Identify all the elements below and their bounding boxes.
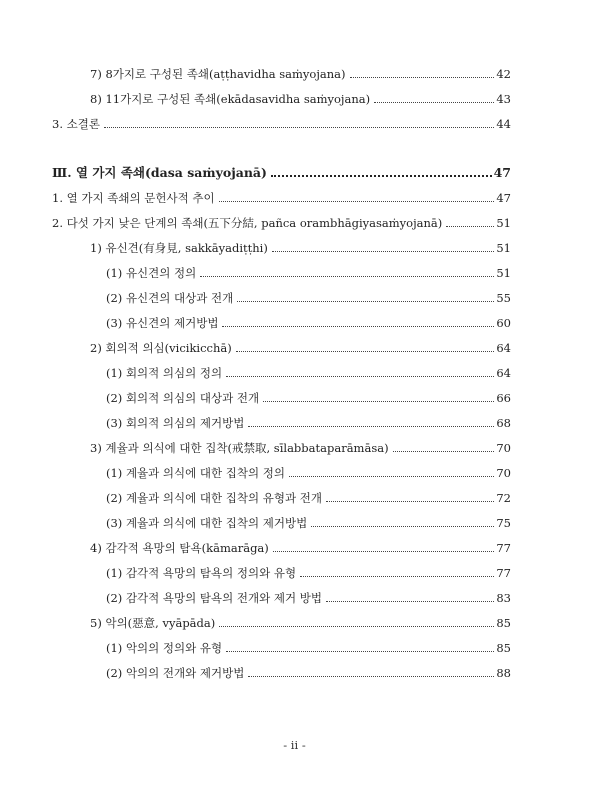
toc-entry-page: 44 [496,117,511,131]
toc-entry [106,311,511,331]
toc-entry [90,336,511,356]
toc-entry-title: (1) 계율과 의식에 대한 집착의 정의 [106,466,285,480]
toc-entry-page: 60 [496,316,511,330]
toc-entry-title: 1. 열 가지 족쇄의 문헌사적 추이 [52,191,215,205]
toc-entry [52,186,511,206]
toc-entry-page: 47 [496,191,511,205]
toc-entry-page: 68 [496,416,511,430]
toc-entry-title: (3) 회의적 의심의 제거방법 [106,416,245,430]
dot-leader [446,226,494,227]
toc-entry-page: 77 [496,541,511,555]
toc-entry-page: 64 [496,341,511,355]
toc-entry [106,586,511,606]
toc-entry-title: (2) 계율과 의식에 대한 집착의 유형과 전개 [106,491,322,505]
toc-entry-page: 83 [496,591,511,605]
toc-entry [90,536,511,556]
toc-entry [52,161,511,181]
dot-leader [226,651,494,652]
dot-leader [273,551,495,552]
toc-entry-page: 64 [496,366,511,380]
toc-entry-title: 2) 회의적 의심(vicikicchā) [90,341,232,355]
toc-entry [106,261,511,281]
dot-leader [200,276,494,277]
toc-entry [106,511,511,531]
toc-entry-title: 7) 8가지로 구성된 족쇄(aṭṭhavidha saṁyojana) [90,67,346,81]
toc-entry-title: (3) 유신견의 제거방법 [106,316,219,330]
toc-entry-title: 3. 소결론 [52,117,100,131]
toc-entry-page: 70 [496,441,511,455]
toc-entry [90,62,511,82]
toc-entry-title: Ⅲ. 열 가지 족쇄(dasa saṁyojanā) [52,165,267,180]
toc-entry-title: (2) 악의의 전개와 제거방법 [106,666,245,680]
toc-entry-page: 85 [496,641,511,655]
toc-entry-page: 51 [496,216,511,230]
dot-leader [326,501,494,502]
toc-entry-title: (3) 계율과 의식에 대한 집착의 제거방법 [106,516,308,530]
dot-leader [272,251,495,252]
toc-entry-page: 43 [496,92,511,106]
toc-entry-title: (1) 유신견의 정의 [106,266,197,280]
dot-leader [248,426,494,427]
toc-entry [52,211,511,231]
toc-entry-page: 70 [496,466,511,480]
toc-entry-title: 2. 다섯 가지 낮은 단계의 족쇄(五下分結, pañca orambhāgiyasaṁyojanā) [52,216,443,230]
dot-leader [248,676,494,677]
toc-entry-title: (1) 감각적 욕망의 탐욕의 정의와 유형 [106,566,297,580]
toc-entry [90,436,511,456]
toc-entry [90,611,511,631]
dot-leader [219,626,494,627]
toc-entry [106,661,511,681]
toc-entry-title: (2) 유신견의 대상과 전개 [106,291,234,305]
toc-entry-page: 85 [496,616,511,630]
dot-leader [104,127,494,128]
toc-entry-page: 77 [496,566,511,580]
toc-entry [106,361,511,381]
toc-entry [106,286,511,306]
dot-leader [237,301,494,302]
toc-entry-title: 8) 11가지로 구성된 족쇄(ekādasavidha saṁyojana) [90,92,371,106]
toc-entry-title: (2) 회의적 의심의 대상과 전개 [106,391,260,405]
dot-leader [219,201,495,202]
toc-entry [106,486,511,506]
toc-entry [90,87,511,107]
toc-entry-title: (2) 감각적 욕망의 탐욕의 전개와 제거 방법 [106,591,322,605]
dot-leader [289,476,494,477]
toc-entry [90,236,511,256]
dot-leader [311,526,494,527]
toc-entry [106,386,511,406]
toc-entry-title: 1) 유신견(有身見, sakkāyadiṭṭhi) [90,241,268,255]
toc-entry-page: 66 [496,391,511,405]
toc-entry-title: (1) 악의의 정의와 유형 [106,641,223,655]
toc-entry-page: 51 [496,241,511,255]
toc-entry [52,112,511,132]
toc-entry [106,561,511,581]
toc-entry-page: 51 [496,266,511,280]
toc-entry-page: 47 [493,165,511,180]
toc-entry-page: 75 [496,516,511,530]
toc-entry-page: 88 [496,666,511,680]
dot-leader [236,351,495,352]
toc-entry [106,411,511,431]
dot-leader [326,601,494,602]
toc-entry-page: 42 [496,67,511,81]
dot-leader [300,576,494,577]
dot-leader [222,326,494,327]
page-number-footer: - ii - [283,738,306,752]
dot-leader [226,376,494,377]
toc-entry [106,636,511,656]
dot-leader [374,102,494,103]
toc-entry-page: 55 [496,291,511,305]
toc-entry [106,461,511,481]
dot-leader [263,401,494,402]
dot-leader [393,451,495,452]
dot-leader [350,77,495,78]
dot-leader [271,175,492,177]
toc-entry-page: 72 [496,491,511,505]
toc-entry-title: 3) 계율과 의식에 대한 집착(戒禁取, sīlabbataparāmāsa) [90,441,389,455]
toc-entry-title: 5) 악의(惡意, vyāpāda) [90,616,216,630]
toc-entry-title: (1) 회의적 의심의 정의 [106,366,223,380]
toc-entry-title: 4) 감각적 욕망의 탐욕(kāmarāga) [90,541,269,555]
